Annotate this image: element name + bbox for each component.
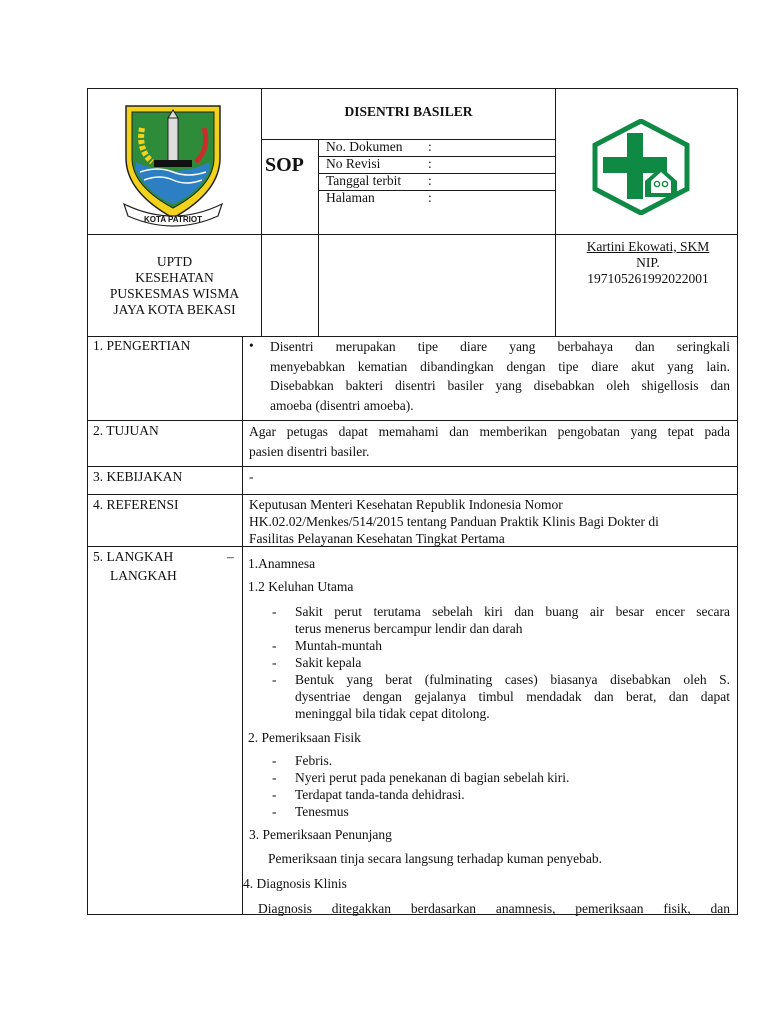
field-no-dokumen-colon: : xyxy=(428,139,432,154)
org-line-4: JAYA KOTA BEKASI xyxy=(113,302,236,317)
field-tanggal-terbit-colon: : xyxy=(428,173,432,188)
referensi-line-3: Fasilitas Pelayanan Kesehatan Tingkat Pertama xyxy=(249,531,505,546)
dash-marker: - xyxy=(272,753,277,768)
field-tanggal-terbit-label: Tanggal terbit xyxy=(326,173,402,188)
fisik-item-4: Tenesmus xyxy=(295,804,349,819)
keluhan-item-4c: meninggal bila tidak cepat ditolong. xyxy=(295,706,490,721)
referensi-line-1: Keputusan Menteri Kesehatan Republik Indonesia Nomor xyxy=(249,497,563,512)
organization-name xyxy=(88,254,261,318)
section-label-kebijakan: 3. KEBIJAKAN xyxy=(93,469,183,484)
section-label-referensi: 4. REFERENSI xyxy=(93,497,179,512)
sop-label: SOP xyxy=(265,154,304,176)
dash-marker: - xyxy=(272,638,277,653)
org-line-1: UPTD xyxy=(156,254,193,269)
city-crest-logo xyxy=(118,100,228,230)
document-title: DISENTRI BASILER xyxy=(344,104,473,119)
fisik-item-1: Febris. xyxy=(295,753,333,768)
tujuan-text xyxy=(249,422,730,462)
heading-pemeriksaan-fisik: 2. Pemeriksaan Fisik xyxy=(248,730,361,745)
dash-marker: - xyxy=(272,604,277,619)
dash-marker: - xyxy=(272,804,277,819)
section-label-langkah-dash: – xyxy=(227,549,234,564)
pengertian-text xyxy=(270,337,730,415)
keluhan-item-4b: dysentriae dengan gejalanya timbul mendadak dan berat, dan dapat xyxy=(295,689,730,704)
crest-ribbon-text: KOTA PATRIOT xyxy=(144,215,202,224)
keluhan-item-1b: terus menerus bercampur lendir dan darah xyxy=(295,621,523,636)
tujuan-line-1: Agar petugas dapat memahami dan memberikan pengobatan yang tepat pada xyxy=(249,424,730,439)
field-no-revisi-label: No Revisi xyxy=(326,156,381,171)
section-label-tujuan: 2. TUJUAN xyxy=(93,423,159,438)
fisik-item-3: Terdapat tanda-tanda dehidrasi. xyxy=(295,787,465,802)
pengertian-line-4: amoeba (disentri amoeba). xyxy=(270,397,414,413)
org-line-2: KESEHATAN xyxy=(135,270,214,285)
bullet-icon: • xyxy=(249,338,254,353)
heading-keluhan-utama: 1.2 Keluhan Utama xyxy=(248,579,354,594)
signer-nip-label: NIP. xyxy=(636,255,660,270)
org-line-3: PUSKESMAS WISMA xyxy=(109,286,240,301)
field-no-revisi-colon: : xyxy=(428,156,432,171)
keluhan-item-4a: Bentuk yang berat (fulminating cases) biasanya disebabkan oleh S. xyxy=(295,672,730,687)
diagnosis-text: Diagnosis ditegakkan berdasarkan anamnesis, pemeriksaan fisik, dan xyxy=(258,901,730,916)
dash-marker: - xyxy=(272,787,277,802)
signer-nip: 197105261992022001 xyxy=(587,271,709,286)
section-label-langkah-2: LANGKAH xyxy=(110,568,177,583)
field-halaman-colon: : xyxy=(428,190,432,205)
heading-anamnesa: 1.Anamnesa xyxy=(248,556,316,571)
heading-diagnosis-klinis: 4. Diagnosis Klinis xyxy=(243,876,347,891)
referensi-text xyxy=(249,496,734,547)
fisik-item-2: Nyeri perut pada penekanan di bagian sebelah kiri. xyxy=(295,770,570,785)
pengertian-line-2: menyebabkan kematian dibandingkan dengan tipe diare akut yang lain. xyxy=(270,358,730,374)
signer-block xyxy=(563,239,733,287)
dash-marker: - xyxy=(272,655,277,670)
section-label-langkah: 5. LANGKAH xyxy=(93,549,174,564)
referensi-line-2: HK.02.02/Menkes/514/2015 tentang Panduan Praktik Klinis Bagi Dokter di xyxy=(249,514,659,529)
heading-pemeriksaan-penunjang: 3. Pemeriksaan Penunjang xyxy=(249,827,392,842)
signer-name: Kartini Ekowati, SKM xyxy=(586,239,710,254)
dash-marker: - xyxy=(272,672,277,687)
pengertian-line-3: Disebabkan bakteri disentri basiler yang disebabkan oleh shigellosis dan xyxy=(270,378,730,393)
kebijakan-text: - xyxy=(249,469,254,484)
keluhan-item-1a: Sakit perut terutama sebelah kiri dan buang air besar encer secara xyxy=(295,604,730,619)
pengertian-line-1: Disentri merupakan tipe diare yang berbahaya dan seringkali xyxy=(270,339,730,354)
field-no-dokumen-label: No. Dokumen xyxy=(326,139,403,154)
tujuan-line-2: pasien disentri basiler. xyxy=(249,444,370,459)
dash-marker: - xyxy=(272,770,277,785)
keluhan-item-2: Muntah-muntah xyxy=(295,638,382,653)
field-halaman-label: Halaman xyxy=(326,190,375,205)
section-label-pengertian: 1. PENGERTIAN xyxy=(93,338,191,353)
puskesmas-logo xyxy=(591,119,691,215)
penunjang-text: Pemeriksaan tinja secara langsung terhadap kuman penyebab. xyxy=(268,851,602,866)
keluhan-item-3: Sakit kepala xyxy=(295,655,362,670)
